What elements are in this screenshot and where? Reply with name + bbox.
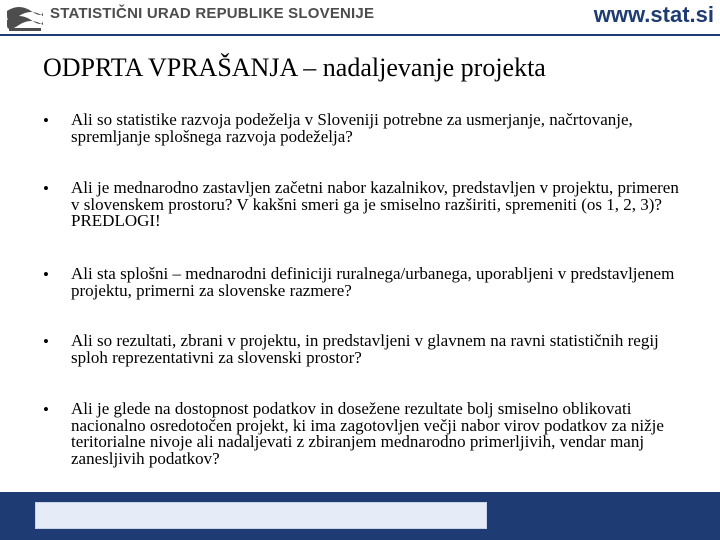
bullet-icon: • — [43, 400, 49, 419]
bullet-icon: • — [43, 332, 49, 351]
bullet-text: Ali je glede na dostopnost podatkov in dosežene rezultate bolj smiselno oblikovati nacionalno osredotočen projekt, ki ima zagotovljen večji nabor virov podatkov za nižje teritorialne nivoje ali nadaljevati z zbiranjem mednarodno primerljivih, vendar manj zanesljivih podatkov? — [71, 399, 664, 468]
bullet-text: Ali sta splošni – mednarodni definiciji ruralnega/urbanega, uporabljeni v predstavljenem projektu, primerni za slovenske razmere? — [71, 264, 675, 300]
bullet-icon: • — [43, 111, 49, 130]
header — [0, 0, 720, 34]
bullet-icon: • — [43, 179, 49, 198]
bullet-icon: • — [43, 265, 49, 284]
slide-title: ODPRTA VPRAŠANJA – nadaljevanje projekta — [43, 53, 546, 82]
site-url[interactable]: www.stat.si — [593, 2, 714, 27]
bullet-text: Ali so rezultati, zbrani v projektu, in predstavljeni v glavnem na ravni statističnih regij sploh reprezentativni za slovenski prostor? — [71, 331, 659, 367]
org-name: STATISTIČNI URAD REPUBLIKE SLOVENIJE — [50, 5, 375, 22]
bullet-text: Ali je mednarodno zastavljen začetni nabor kazalnikov, predstavljen v projektu, primeren v slovenskem prostoru? V kakšni smeri ga je smiselno razširiti, spremeniti (os 1, 2, 3)? PREDLOGI! — [71, 178, 679, 230]
footer-box — [35, 502, 487, 529]
surs-logo-icon — [5, 3, 45, 33]
header-divider — [0, 34, 720, 36]
bullet-text: Ali so statistike razvoja podeželja v Sloveniji potrebne za usmerjanje, načrtovanje, spremljanje splošnega razvoja podeželja? — [71, 110, 633, 146]
